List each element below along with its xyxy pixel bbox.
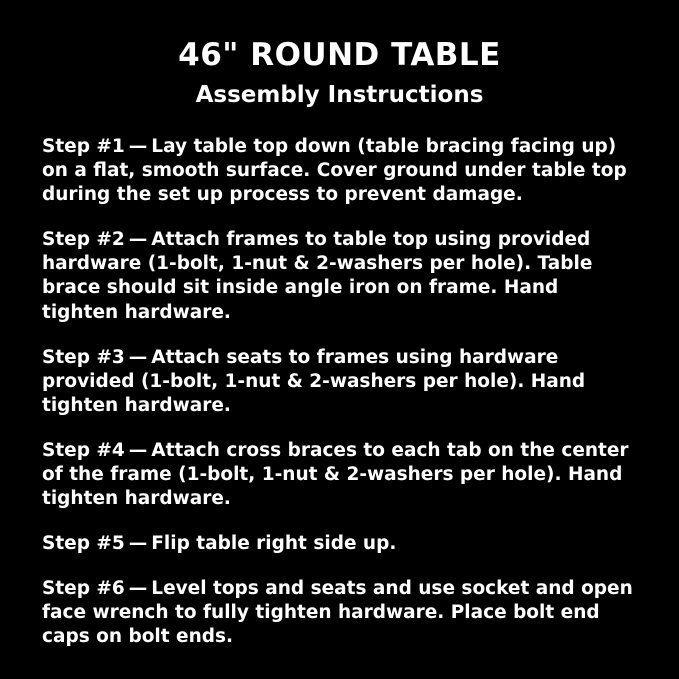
step-text: Flip table right side up. (151, 532, 397, 554)
page-title: 46" ROUND TABLE (178, 37, 501, 73)
step-text: Attach seats to frames using hardware provided (1-bolt, 1-nut & 2-washers per hole). Hand tighten hardware. (42, 346, 586, 416)
step-item (42, 346, 637, 418)
step-dash: — (128, 439, 148, 461)
step-text: Level tops and seats and use socket and open face wrench to fully tighten hardware. Place bolt end caps on bolt ends. (42, 577, 633, 647)
step-label: Step #1 (42, 136, 125, 158)
step-item (42, 228, 637, 324)
step-item (42, 577, 637, 649)
step-dash: — (128, 532, 148, 554)
step-dash: — (128, 577, 148, 599)
step-item (42, 135, 637, 207)
step-text: Attach cross braces to each tab on the center of the frame (1-bolt, 1-nut & 2-washers per hole). Hand tighten hardware. (42, 439, 629, 509)
step-text: Lay table top down (table bracing facing up) on a flat, smooth surface. Cover ground under table top during the set up process to prevent damage. (42, 136, 627, 206)
step-item (42, 439, 637, 511)
step-dash: — (128, 346, 148, 368)
step-label: Step #4 (42, 439, 125, 461)
step-label: Step #2 (42, 229, 125, 251)
step-label: Step #5 (42, 532, 125, 554)
step-label: Step #6 (42, 577, 125, 599)
step-item (42, 532, 637, 556)
step-dash: — (128, 229, 148, 251)
step-dash: — (128, 136, 148, 158)
step-label: Step #3 (42, 346, 125, 368)
step-text: Attach frames to table top using provided hardware (1-bolt, 1-nut & 2-washers per hole). Table brace should sit inside angle iron on frame. Hand tighten hardware. (42, 229, 593, 323)
page-subtitle: Assembly Instructions (195, 81, 484, 108)
steps-list (42, 135, 637, 649)
